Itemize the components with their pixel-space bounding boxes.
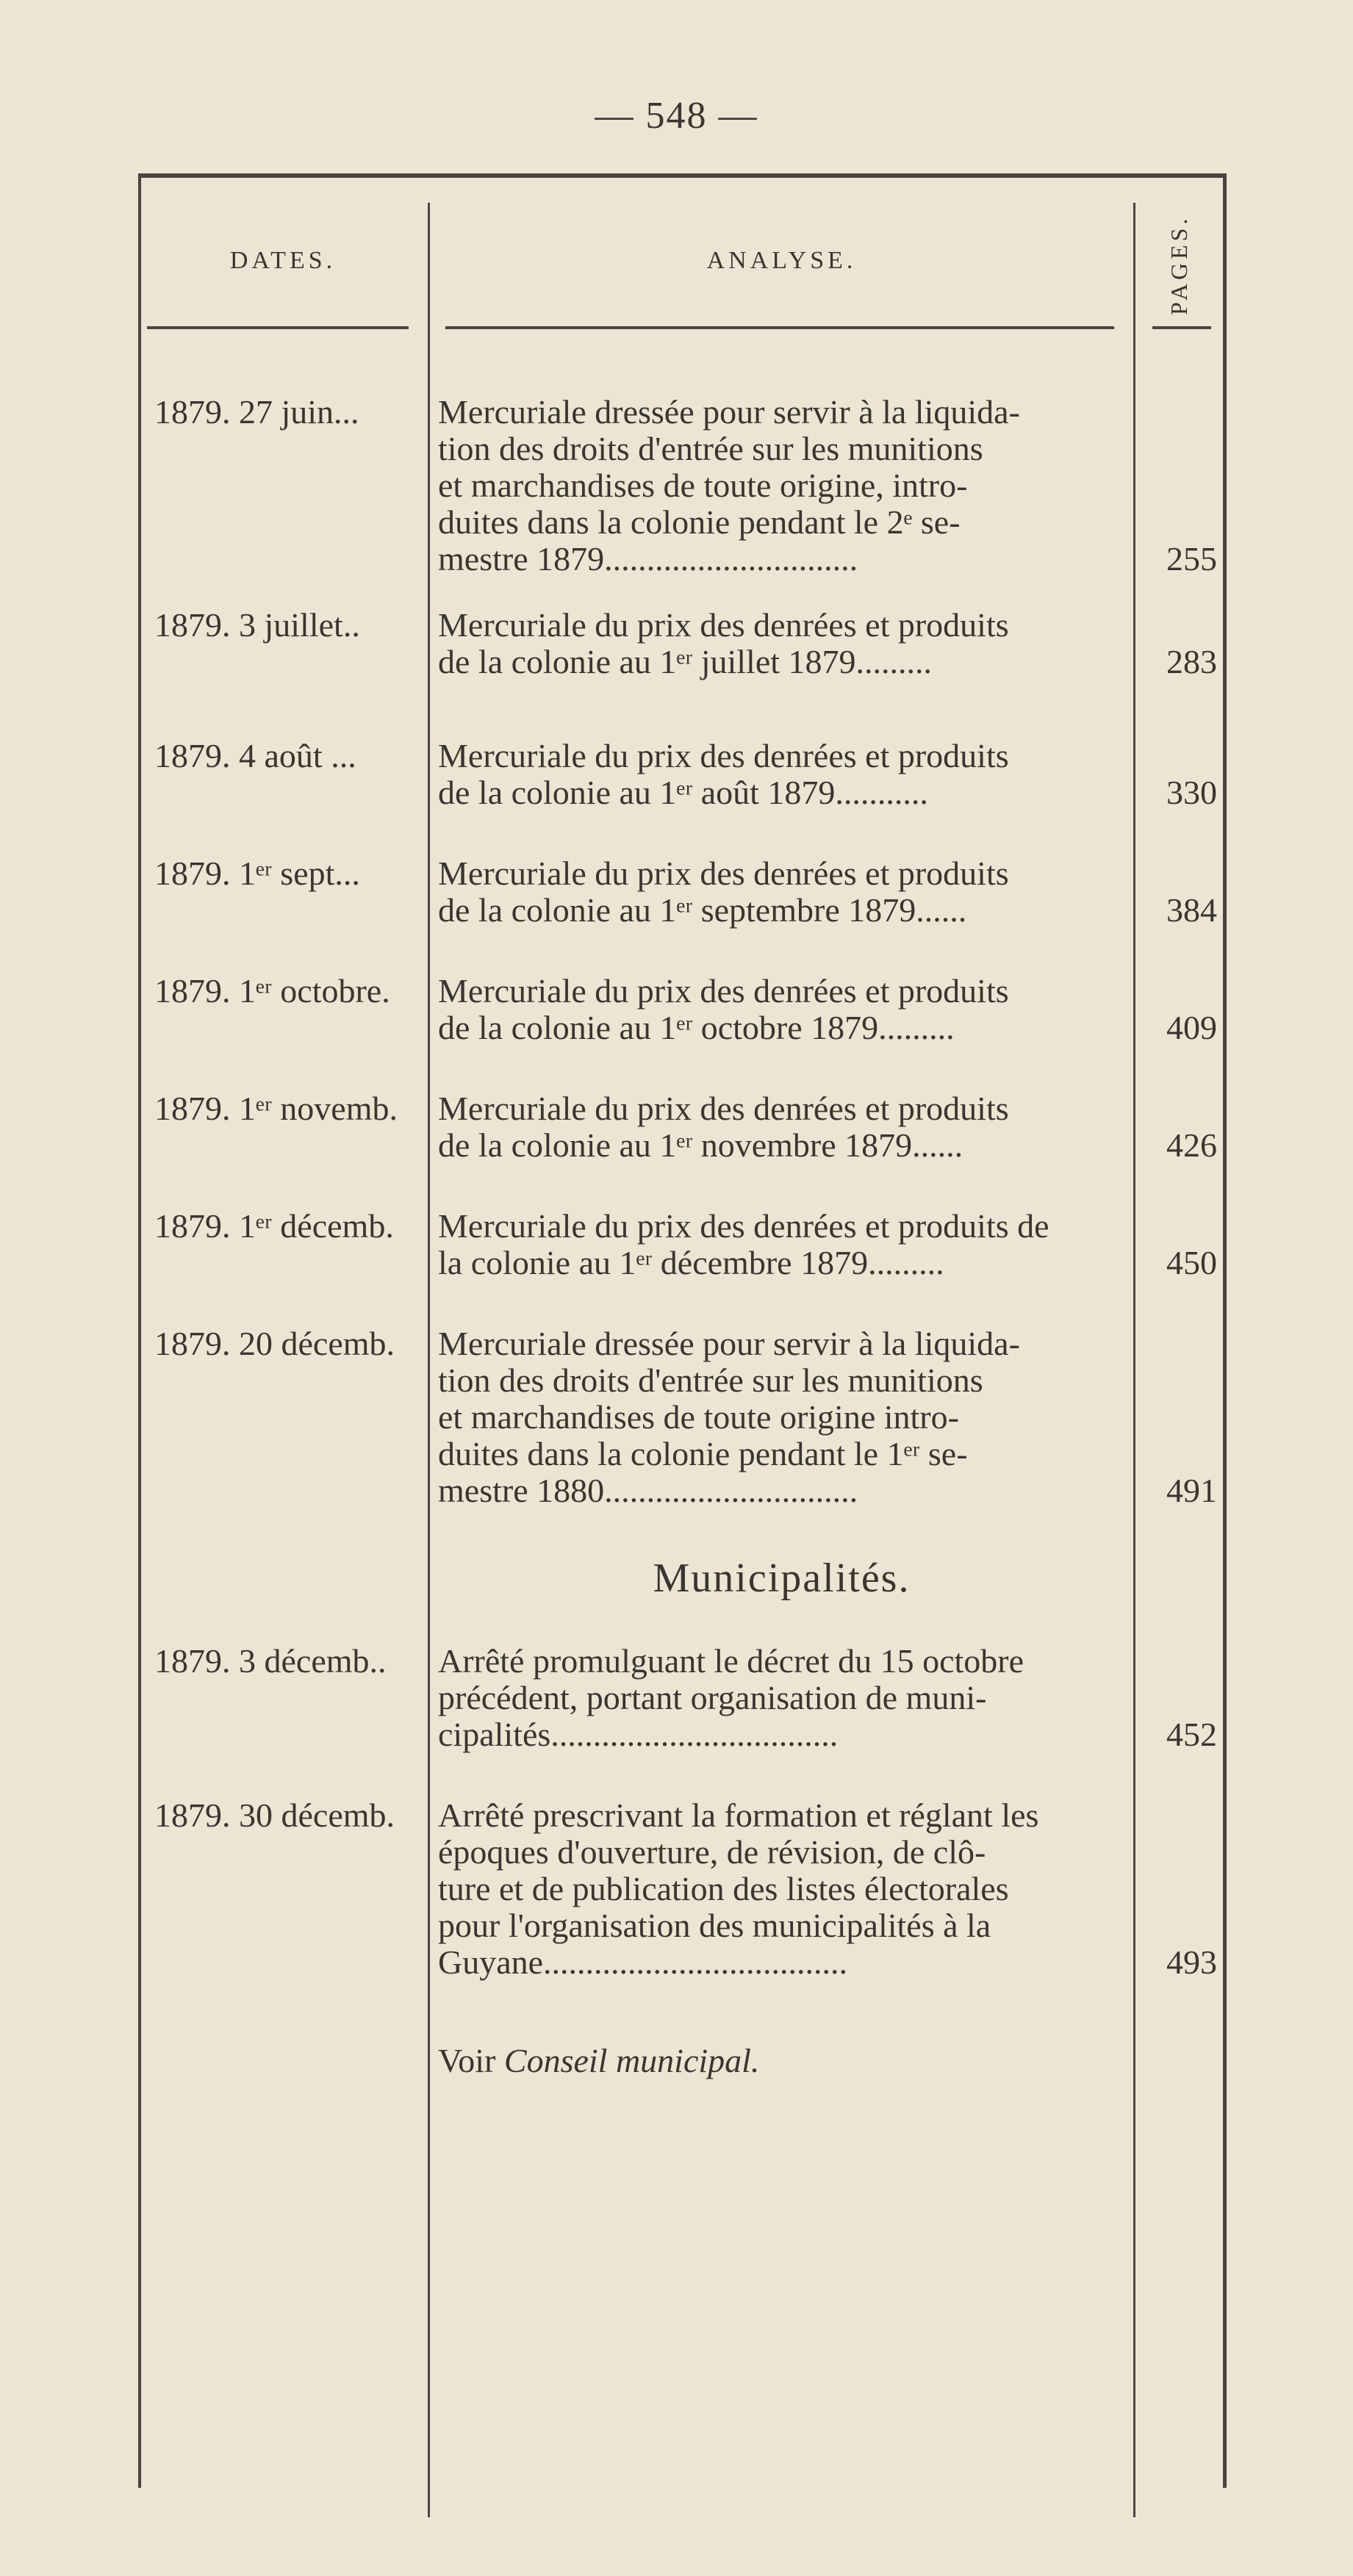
- entry-date: 1879. 1ᵉʳ sept...: [154, 855, 360, 892]
- section-heading-municipalites: Municipalités.: [653, 1555, 911, 1601]
- entry-page: 450: [1166, 1244, 1217, 1281]
- entry-date: 1879. 27 juin...: [154, 393, 359, 431]
- entry-page: 384: [1166, 891, 1217, 929]
- analysis-header-rule: [445, 326, 1114, 329]
- entry-analysis: Mercuriale dressée pour servir à la liquida- tion des droits d'entrée sur les munitions et marchandises de toute origine, intro- duites dans la colonie pendant le 2ᵉ se- mestre 1879..............................: [438, 393, 1020, 578]
- entry-date: 1879. 1ᵉʳ décemb.: [154, 1207, 394, 1245]
- entry-date: 1879. 3 juillet..: [154, 606, 360, 644]
- table-top-rule: [138, 173, 1226, 178]
- see-also-prefix: Voir: [438, 2042, 496, 2079]
- entry-date: 1879. 1ᵉʳ novemb.: [154, 1090, 398, 1127]
- entry-analysis: Mercuriale du prix des denrées et produits de la colonie au 1ᵉʳ décembre 1879.........: [438, 1207, 1049, 1281]
- entry-page: 283: [1166, 643, 1217, 680]
- column-divider-dates: [428, 203, 430, 2517]
- table-left-rule: [138, 173, 141, 2488]
- header-analysis: ANALYSE.: [706, 247, 857, 274]
- entry-page: 491: [1166, 1472, 1217, 1509]
- index-table: [138, 173, 1226, 2576]
- table-right-rule: [1223, 173, 1227, 2488]
- entry-page: 255: [1166, 540, 1217, 578]
- header-dates: DATES.: [229, 247, 337, 274]
- entry-analysis: Mercuriale dressée pour servir à la liquida- tion des droits d'entrée sur les munitions et marchandises de toute origine intro- duites dans la colonie pendant le 1ᵉʳ se- mestre 1880..............................: [438, 1325, 1020, 1509]
- see-also-reference: Conseil municipal.: [503, 2042, 760, 2079]
- entry-page: 426: [1166, 1126, 1217, 1164]
- entry-date: 1879. 30 décemb.: [154, 1796, 395, 1834]
- entry-analysis: Mercuriale du prix des denrées et produits de la colonie au 1ᵉʳ août 1879...........: [438, 737, 1009, 811]
- page-number: — 548 —: [595, 95, 758, 137]
- entry-page: 409: [1166, 1009, 1217, 1046]
- entry-date: 1879. 1ᵉʳ octobre.: [154, 972, 390, 1010]
- entry-date: 1879. 4 août ...: [154, 737, 356, 774]
- header-pages: PAGES.: [1166, 215, 1192, 316]
- entry-analysis: Mercuriale du prix des denrées et produits de la colonie au 1ᵉʳ novembre 1879......: [438, 1090, 1009, 1164]
- entry-page: 452: [1166, 1716, 1217, 1753]
- entry-analysis: Arrêté prescrivant la formation et réglant les époques d'ouverture, de révision, de clô- ture et de publication des listes électorales pour l'organisation des municipalités à la Guyane....................................: [438, 1796, 1039, 1981]
- entry-analysis: Arrêté promulguant le décret du 15 octobre précédent, portant organisation de muni- cipalités..................................: [438, 1642, 1024, 1753]
- entry-analysis: Mercuriale du prix des denrées et produits de la colonie au 1ᵉʳ septembre 1879......: [438, 855, 1009, 929]
- dates-header-rule: [147, 326, 409, 329]
- entry-analysis: Mercuriale du prix des denrées et produits de la colonie au 1ᵉʳ juillet 1879.........: [438, 606, 1009, 680]
- entry-date: 1879. 3 décemb..: [154, 1642, 387, 1680]
- entry-date: 1879. 20 décemb.: [154, 1325, 395, 1362]
- see-also-note: [438, 2043, 1123, 2079]
- entry-page: 330: [1166, 774, 1217, 811]
- entry-page: 493: [1166, 1943, 1217, 1981]
- entry-analysis: Mercuriale du prix des denrées et produits de la colonie au 1ᵉʳ octobre 1879.........: [438, 972, 1009, 1046]
